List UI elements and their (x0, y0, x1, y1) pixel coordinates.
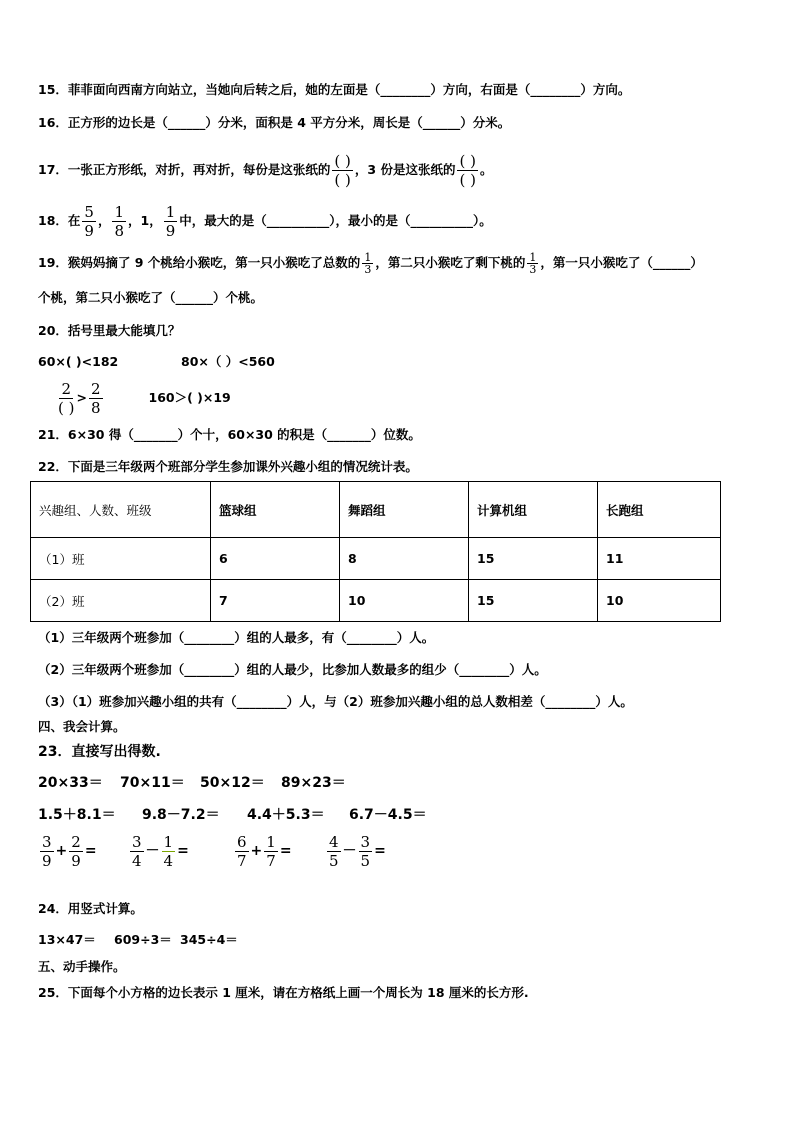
table-cell: 15 (469, 538, 598, 580)
question-19-line2: 个桃，第二只小猴吃了（______）个桃。 (38, 290, 264, 305)
fraction: $\frac{2}{( )}$ (58, 380, 75, 417)
fraction: $\frac{1}{3}$ (364, 251, 372, 276)
fraction-blank: $\frac{( )}{( )}$ (459, 152, 476, 189)
table-header: 舞蹈组 (340, 482, 469, 538)
question-20-row2: $\frac{2}{( )}$ > $\frac{2}{8}$ 160＞( )×19 (58, 380, 231, 417)
question-22-sub1: （1）三年级两个班参加（________）组的人最多，有（________）人。 (38, 630, 435, 645)
fraction: $\frac{6}{7}$ (237, 832, 247, 870)
table-cell: 7 (211, 580, 340, 622)
question-20-row1: 60×( )<182 80×（ ）<560 (38, 354, 275, 369)
table-header: 长跑组 (598, 482, 721, 538)
question-24-items: 13×47＝ 609÷3＝ 345÷4＝ (38, 932, 238, 947)
question-23-row1: 20×33＝ 70×11＝ 50×12＝ 89×23＝ (38, 775, 346, 791)
fraction: $\frac{3}{4}$ (132, 832, 142, 870)
table-cell: （1）班 (31, 538, 211, 580)
question-23-title: 23．直接写出得数. (38, 744, 161, 760)
question-16: 16．正方形的边长是（______）分米，面积是 4 平方分米，周长是（______）分米。 (38, 115, 511, 130)
fraction: $\frac{4}{5}$ (329, 832, 339, 870)
question-19: 19．猴妈妈摘了 9 个桃给小猴吃，第一只小猴吃了总数的 $\frac{1}{3}$ ，第二只小猴吃了剩下桃的 $\frac{1}{3}$ ，第一只小猴吃了（______） (38, 251, 703, 276)
table-cell: 10 (340, 580, 469, 622)
table-header-row (31, 482, 721, 538)
section-4-heading: 四、我会计算。 (38, 719, 126, 734)
fraction: $\frac{1}{9}$ (165, 203, 176, 240)
question-17: 17．一张正方形纸，对折，再对折，每份是这张纸的 $\frac{( )}{( )}$ ，3 份是这张纸的 $\frac{( )}{( )}$ 。 (38, 152, 493, 189)
table-cell: 6 (211, 538, 340, 580)
fraction: $\frac{1}{8}$ (114, 203, 125, 240)
question-23-row2: 1.5＋8.1＝ 9.8－7.2＝ 4.4＋5.3＝ 6.7－4.5＝ (38, 807, 427, 823)
fraction-blank: $\frac{( )}{( )}$ (334, 152, 351, 189)
question-18: 18．在 $\frac{5}{9}$ ， $\frac{1}{8}$ ，1， $\frac{1}{9}$ 中，最大的是（__________），最小的是（__________）。 (38, 203, 492, 240)
table-row (31, 538, 721, 580)
table-cell: 11 (598, 538, 721, 580)
section-5-heading: 五、动手操作。 (38, 959, 126, 974)
question-24-title: 24．用竖式计算。 (38, 901, 143, 916)
question-22-sub2: （2）三年级两个班参加（________）组的人最少，比参加人数最多的组少（________）人。 (38, 662, 547, 677)
fraction: $\frac{3}{5}$ (360, 832, 371, 870)
question-23-fractions: $\frac{3}{9}$ + $\frac{2}{9}$ = $\frac{3}{4}$ － $\frac{1}{4}$ = $\frac{6}{7}$ + $\frac{1}{7}$ = $\frac{4}{5}$ － $\frac{3}{5}$ = (42, 832, 386, 870)
question-15: 15．菲菲面向西南方向站立，当她向后转之后，她的左面是（________）方向，右面是（________）方向。 (38, 82, 631, 97)
fraction: $\frac{1}{3}$ (529, 251, 537, 276)
stats-table (30, 481, 721, 622)
fraction: $\frac{1}{7}$ (266, 832, 276, 870)
fraction: $\frac{5}{9}$ (84, 203, 94, 240)
table-cell: （2）班 (31, 580, 211, 622)
question-25: 25．下面每个小方格的边长表示 1 厘米，请在方格纸上画一个周长为 18 厘米的长方形. (38, 985, 529, 1000)
table-cell: 15 (469, 580, 598, 622)
table-row (31, 580, 721, 622)
table-cell: 10 (598, 580, 721, 622)
question-22-title: 22．下面是三年级两个班部分学生参加课外兴趣小组的情况统计表。 (38, 459, 418, 474)
fraction: $\frac{1}{4}$ (163, 832, 174, 870)
question-20-title: 20．括号里最大能填几？ (38, 323, 181, 338)
fraction: $\frac{2}{8}$ (90, 380, 101, 417)
table-header: 篮球组 (211, 482, 340, 538)
question-22-sub3: （3）（1）班参加兴趣小组的共有（________）人，与（2）班参加兴趣小组的总人数相差（________）人。 (38, 694, 633, 709)
fraction: $\frac{3}{9}$ (42, 832, 52, 870)
table-header: 兴趣组、人数、班级 (31, 482, 211, 538)
table-header: 计算机组 (469, 482, 598, 538)
fraction: $\frac{2}{9}$ (71, 832, 81, 870)
table-cell: 8 (340, 538, 469, 580)
question-21: 21．6×30 得（_______）个十，60×30 的积是（_______）位数。 (38, 427, 421, 442)
